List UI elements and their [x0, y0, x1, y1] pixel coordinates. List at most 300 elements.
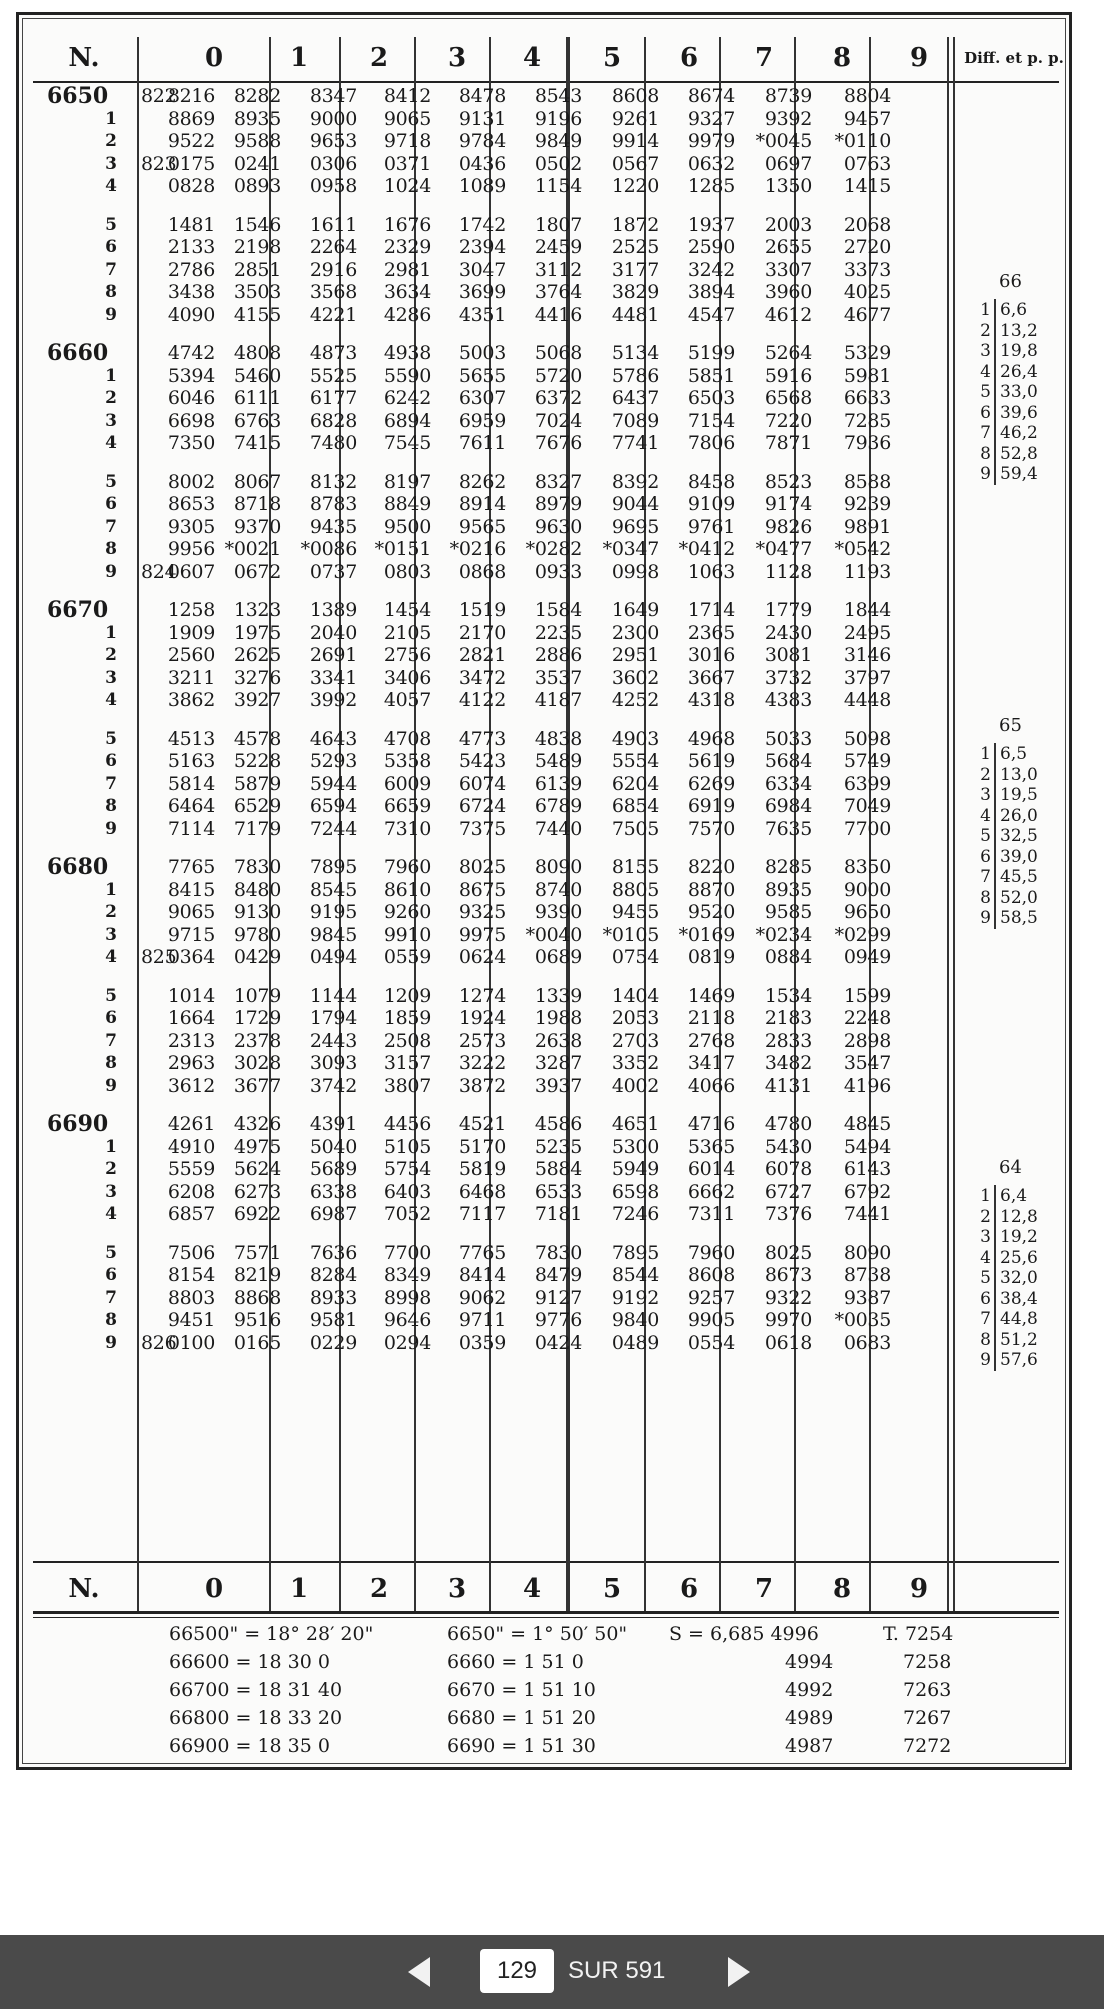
table-cell: 7676	[534, 432, 582, 454]
table-cell: 5981	[843, 364, 891, 387]
diff-value: 6,6	[994, 299, 1027, 321]
table-cell: 7415	[233, 432, 281, 454]
s-value: S = 6,685 4996	[669, 1623, 819, 1645]
table-cell: 9956	[167, 538, 215, 560]
row-number: 1	[105, 1136, 117, 1157]
table-row	[19, 1242, 1069, 1264]
diff-line	[977, 1267, 1038, 1289]
diff-multiplier: 1	[980, 1186, 991, 1206]
table-cell: *0169	[678, 923, 735, 946]
table-cell: 1144	[309, 984, 357, 1007]
diff-value: 52,8	[994, 443, 1038, 465]
table-cell: 8347	[309, 85, 357, 107]
table-cell: 5098	[843, 727, 891, 750]
table-cell: 9261	[611, 107, 659, 130]
diff-multiplier: 8	[980, 443, 991, 464]
table-cell: 7089	[611, 409, 659, 432]
footer-double-rule	[33, 1617, 1059, 1618]
row-number: 4	[105, 176, 117, 196]
table-cell: 6307	[458, 387, 506, 409]
footer-bottom-rule	[33, 1611, 1059, 1614]
table-cell: 4643	[309, 727, 357, 750]
table-cell: 2300	[611, 621, 659, 644]
table-cell: 6208	[167, 1180, 215, 1203]
table-cell: 8155	[611, 856, 659, 878]
table-cell: 1714	[687, 599, 735, 621]
header-digit: 8	[832, 43, 852, 73]
header-digit: 6	[679, 43, 699, 73]
table-cell: 1209	[383, 984, 431, 1007]
table-cell: 9776	[534, 1309, 582, 1331]
table-cell: 3276	[233, 666, 281, 689]
table-cell: 1859	[383, 1007, 431, 1029]
table-cell: 9845	[309, 923, 357, 946]
table-cell: 2133	[167, 236, 215, 258]
table-cell: 0632	[687, 152, 735, 175]
table-cell: 5624	[233, 1158, 281, 1180]
table-cell: 5720	[534, 364, 582, 387]
footer-digit: 7	[754, 1574, 774, 1604]
table-cell: 3287	[534, 1052, 582, 1074]
row-number: 3	[105, 153, 117, 174]
table-cell: 1339	[534, 984, 582, 1007]
table-cell: 9650	[843, 901, 891, 923]
table-row	[19, 795, 1069, 817]
table-cell: 4677	[843, 303, 891, 326]
row-number: 6	[105, 1008, 117, 1028]
table-cell: 4318	[687, 689, 735, 711]
diff-value: 39,0	[994, 846, 1038, 868]
table-cell: 7571	[233, 1241, 281, 1264]
conversion-left: 66700 = 18 31 40	[169, 1679, 343, 1701]
table-cell: 2183	[764, 1007, 812, 1029]
table-cell: 7179	[233, 817, 281, 840]
table-cell: 2118	[687, 1007, 735, 1029]
footer-digit: 0	[204, 1574, 224, 1604]
table-cell: 6111	[233, 387, 281, 409]
table-cell: 1014	[167, 984, 215, 1007]
table-cell: 9522	[167, 130, 215, 152]
table-cell: 6009	[383, 772, 431, 795]
table-cell: 4286	[383, 303, 431, 326]
table-cell: 5163	[167, 750, 215, 772]
table-cell: 4845	[843, 1113, 891, 1135]
table-cell: 8544	[611, 1264, 659, 1286]
table-row	[19, 493, 1069, 515]
row-number: 4	[105, 690, 117, 710]
table-cell: 8675	[458, 878, 506, 901]
table-cell: 7441	[843, 1203, 891, 1225]
table-cell: 4448	[843, 689, 891, 711]
table-cell: 2786	[167, 258, 215, 281]
table-cell: 1220	[611, 175, 659, 197]
table-row	[19, 1136, 1069, 1158]
diff-line	[977, 825, 1038, 847]
table-cell: 0607	[167, 560, 215, 583]
diff-multiplier: 4	[980, 1247, 991, 1268]
diff-value: 13,2	[994, 320, 1038, 342]
table-cell: 0689	[534, 946, 582, 968]
table-cell: 7117	[458, 1203, 506, 1225]
table-cell: 8349	[383, 1264, 431, 1286]
table-cell: *0234	[755, 923, 812, 946]
table-cell: 3406	[383, 666, 431, 689]
table-cell: 6204	[611, 772, 659, 795]
diff-multiplier: 4	[980, 805, 991, 826]
table-cell: 8090	[843, 1241, 891, 1264]
diff-line	[977, 887, 1038, 909]
table-cell: 8220	[687, 856, 735, 878]
table-cell: 8869	[167, 107, 215, 130]
table-cell: 4261	[167, 1113, 215, 1135]
table-cell: 8868	[233, 1286, 281, 1309]
diff-multiplier: 5	[980, 826, 991, 846]
table-cell: *0045	[755, 130, 812, 152]
table-cell: 3341	[309, 666, 357, 689]
table-cell: 7960	[383, 856, 431, 878]
table-cell: 9455	[611, 901, 659, 923]
table-cell: 3764	[534, 281, 582, 303]
table-cell: 8870	[687, 878, 735, 901]
table-cell: 6919	[687, 795, 735, 817]
table-cell: 6987	[309, 1203, 357, 1225]
diff-value: 19,8	[994, 340, 1038, 362]
conversion-middle: 6680 = 1 51 20	[447, 1707, 596, 1729]
table-row	[19, 667, 1069, 689]
table-cell: 4221	[309, 303, 357, 326]
diff-value: 26,0	[994, 805, 1038, 827]
table-cell: 9000	[309, 107, 357, 130]
table-cell: 7350	[167, 432, 215, 454]
table-cell: 2691	[309, 644, 357, 666]
table-cell: 3667	[687, 666, 735, 689]
table-cell: 7285	[843, 409, 891, 432]
table-cell: 2625	[233, 644, 281, 666]
table-cell: 4456	[383, 1113, 431, 1135]
table-cell: 8478	[458, 85, 506, 107]
table-cell: 1350	[764, 175, 812, 197]
table-cell: 7611	[458, 432, 506, 454]
table-cell: 8608	[687, 1264, 735, 1286]
table-cell: 5851	[687, 364, 735, 387]
table-cell: 3307	[764, 258, 812, 281]
table-cell: 9585	[764, 901, 812, 923]
table-cell: 7635	[764, 817, 812, 840]
table-cell: 7895	[309, 856, 357, 878]
table-row	[19, 901, 1069, 923]
table-cell: 5394	[167, 364, 215, 387]
table-row	[19, 1052, 1069, 1074]
table-cell: 2655	[764, 236, 812, 258]
diff-multiplier: 3	[980, 785, 991, 805]
table-cell: 5494	[843, 1135, 891, 1158]
table-cell: 6503	[687, 387, 735, 409]
table-cell: 9520	[687, 901, 735, 923]
table-cell: 7049	[843, 795, 891, 817]
table-cell: 5749	[843, 750, 891, 772]
table-cell: 0429	[233, 946, 281, 968]
table-row	[19, 1030, 1069, 1052]
conversion-left: 66800 = 18 33 20	[169, 1707, 343, 1729]
table-cell: 9979	[687, 130, 735, 152]
table-cell: 8067	[233, 470, 281, 493]
diff-multiplier: 6	[980, 402, 991, 423]
table-cell: 6529	[233, 795, 281, 817]
table-cell: 1154	[534, 175, 582, 197]
table-row	[19, 1203, 1069, 1225]
row-number: 1	[105, 108, 117, 129]
table-cell: 9581	[309, 1309, 357, 1331]
table-cell: 7570	[687, 817, 735, 840]
table-row	[19, 214, 1069, 236]
table-cell: 8415	[167, 878, 215, 901]
diff-group-title: 66	[999, 271, 1022, 292]
table-cell: 3960	[764, 281, 812, 303]
diff-line	[977, 1349, 1038, 1371]
row-number: 9	[105, 304, 117, 325]
diff-line	[977, 743, 1027, 765]
table-cell: 3894	[687, 281, 735, 303]
table-cell: 2198	[233, 236, 281, 258]
table-cell: 6046	[167, 387, 215, 409]
table-row	[19, 1075, 1069, 1097]
table-cell: 5365	[687, 1135, 735, 1158]
table-cell: 3438	[167, 281, 215, 303]
table-row	[19, 622, 1069, 644]
table-cell: 8804	[843, 85, 891, 107]
header-digit: 3	[447, 43, 467, 73]
table-cell: 2768	[687, 1029, 735, 1052]
previous-page-button[interactable]	[400, 1953, 440, 1991]
row-number: 6	[105, 751, 117, 771]
diff-line	[977, 402, 1038, 424]
row-number: 6680	[47, 854, 109, 880]
table-cell: 1454	[383, 599, 431, 621]
table-row	[19, 130, 1069, 152]
table-cell: 7871	[764, 432, 812, 454]
table-cell: 6403	[383, 1180, 431, 1203]
table-cell: 9891	[843, 515, 891, 538]
table-cell: 2898	[843, 1029, 891, 1052]
table-cell: 4416	[534, 303, 582, 326]
leading-digits: 823	[141, 152, 177, 175]
table-cell: 8392	[611, 470, 659, 493]
diff-multiplier: 2	[980, 1206, 991, 1227]
table-cell: 3699	[458, 281, 506, 303]
diff-value: 52,0	[994, 887, 1038, 909]
table-cell: 7244	[309, 817, 357, 840]
table-cell: 6533	[534, 1180, 582, 1203]
table-cell: *0105	[602, 923, 659, 946]
footer-digit: 5	[602, 1574, 622, 1604]
table-row	[19, 1181, 1069, 1203]
table-cell: 5590	[383, 364, 431, 387]
row-number: 6650	[47, 83, 109, 109]
header-digit: 0	[204, 43, 224, 73]
table-cell: 1415	[843, 175, 891, 197]
table-cell: 3177	[611, 258, 659, 281]
row-number: 2	[105, 1159, 117, 1179]
header-rule	[33, 81, 1059, 83]
table-cell: 4873	[309, 342, 357, 364]
row-number: 5	[105, 471, 117, 492]
row-number: 7	[105, 1287, 117, 1308]
diff-line	[977, 866, 1038, 888]
header-digit: 4	[522, 43, 542, 73]
table-cell: 4708	[383, 727, 431, 750]
table-cell: 0763	[843, 152, 891, 175]
table-cell: 3602	[611, 666, 659, 689]
conversion-middle: 6650" = 1° 50′ 50"	[447, 1623, 628, 1645]
page-number-input[interactable]	[480, 1949, 554, 1993]
diff-line	[977, 846, 1038, 868]
row-number: 6660	[47, 340, 109, 366]
table-cell: 8025	[764, 1241, 812, 1264]
table-cell: 1988	[534, 1007, 582, 1029]
table-cell: 9718	[383, 130, 431, 152]
diff-value: 58,5	[994, 907, 1038, 929]
table-cell: 4521	[458, 1113, 506, 1135]
table-cell: 8284	[309, 1264, 357, 1286]
row-number: 9	[105, 561, 117, 582]
table-row	[19, 728, 1069, 750]
table-row	[19, 516, 1069, 538]
table-cell: 1519	[458, 599, 506, 621]
table-cell: 5264	[764, 342, 812, 364]
table-cell: 2495	[843, 621, 891, 644]
footer-top-rule	[33, 1561, 1059, 1563]
row-number: 4	[105, 1204, 117, 1224]
table-cell: 0672	[233, 560, 281, 583]
table-cell: *0412	[678, 538, 735, 560]
table-cell: 5879	[233, 772, 281, 795]
table-cell: 6334	[764, 772, 812, 795]
table-cell: 3373	[843, 258, 891, 281]
table-cell: 3732	[764, 666, 812, 689]
table-cell: 5754	[383, 1158, 431, 1180]
table-cell: 3547	[843, 1052, 891, 1074]
table-row	[19, 410, 1069, 432]
table-cell: *0086	[300, 538, 357, 560]
table-cell: 8090	[534, 856, 582, 878]
table-cell: 1584	[534, 599, 582, 621]
diff-line	[977, 1308, 1038, 1330]
diff-value: 33,0	[994, 381, 1038, 403]
conversion-left: 66900 = 18 35 0	[169, 1735, 330, 1757]
table-cell: *0347	[602, 538, 659, 560]
table-cell: 3352	[611, 1052, 659, 1074]
table-cell: 1193	[843, 560, 891, 583]
table-cell: 9062	[458, 1286, 506, 1309]
table-cell: 3634	[383, 281, 431, 303]
diff-value: 57,6	[994, 1349, 1038, 1371]
table-cell: 7376	[764, 1203, 812, 1225]
table-cell: 5655	[458, 364, 506, 387]
table-cell: 6139	[534, 772, 582, 795]
table-cell: 8002	[167, 470, 215, 493]
row-number: 2	[105, 645, 117, 665]
table-cell: 8197	[383, 470, 431, 493]
table-cell: 5819	[458, 1158, 506, 1180]
table-cell: 9451	[167, 1309, 215, 1331]
table-cell: 1872	[611, 213, 659, 236]
table-cell: 2590	[687, 236, 735, 258]
table-cell: 3829	[611, 281, 659, 303]
table-cell: 2573	[458, 1029, 506, 1052]
table-cell: 0559	[383, 946, 431, 968]
table-cell: 4968	[687, 727, 735, 750]
table-cell: 8998	[383, 1286, 431, 1309]
footer-digit: 8	[832, 1574, 852, 1604]
table-cell: *0035	[834, 1309, 891, 1331]
table-cell: 3797	[843, 666, 891, 689]
table-cell: 5944	[309, 772, 357, 795]
table-cell: *0299	[834, 923, 891, 946]
table-cell: 1779	[764, 599, 812, 621]
s-value: 4994	[785, 1651, 834, 1673]
table-cell: 2264	[309, 236, 357, 258]
table-cell: 9910	[383, 923, 431, 946]
table-cell: 5689	[309, 1158, 357, 1180]
table-cell: 7375	[458, 817, 506, 840]
table-cell: 3537	[534, 666, 582, 689]
scanned-page	[16, 12, 1072, 1770]
table-cell: 7960	[687, 1241, 735, 1264]
table-cell: 0165	[233, 1331, 281, 1354]
table-cell: *0216	[449, 538, 506, 560]
table-cell: 6598	[611, 1180, 659, 1203]
table-cell: 2105	[383, 621, 431, 644]
table-cell: 4742	[167, 342, 215, 364]
diff-multiplier: 5	[980, 1268, 991, 1288]
t-value: 7272	[903, 1735, 952, 1757]
diff-multiplier: 8	[980, 887, 991, 908]
table-cell: 5423	[458, 750, 506, 772]
table-cell: 2443	[309, 1029, 357, 1052]
row-number: 8	[105, 282, 117, 302]
table-cell: 5559	[167, 1158, 215, 1180]
table-cell: 6763	[233, 409, 281, 432]
next-page-button[interactable]	[718, 1953, 758, 1991]
table-cell: 4131	[764, 1074, 812, 1097]
table-cell: 5228	[233, 750, 281, 772]
table-cell: 8849	[383, 493, 431, 515]
table-cell: 6662	[687, 1180, 735, 1203]
diff-value: 13,0	[994, 764, 1038, 786]
table-cell: 5040	[309, 1135, 357, 1158]
diff-value: 6,5	[994, 743, 1027, 765]
table-cell: 9390	[534, 901, 582, 923]
table-cell: 0998	[611, 560, 659, 583]
row-number: 4	[105, 433, 117, 453]
table-cell: 3081	[764, 644, 812, 666]
table-cell: 2720	[843, 236, 891, 258]
table-cell: 7480	[309, 432, 357, 454]
footer-digit: 2	[369, 1574, 389, 1604]
table-cell: 9711	[458, 1309, 506, 1331]
table-cell: 0229	[309, 1331, 357, 1354]
table-cell: 4586	[534, 1113, 582, 1135]
table-cell: 9260	[383, 901, 431, 923]
diff-value: 32,5	[994, 825, 1038, 847]
diff-multiplier: 9	[980, 908, 991, 928]
table-cell: 9975	[458, 923, 506, 946]
row-number: 6	[105, 494, 117, 514]
table-cell: 5170	[458, 1135, 506, 1158]
table-cell: 6242	[383, 387, 431, 409]
table-cell: 3016	[687, 644, 735, 666]
table-cell: 4066	[687, 1074, 735, 1097]
